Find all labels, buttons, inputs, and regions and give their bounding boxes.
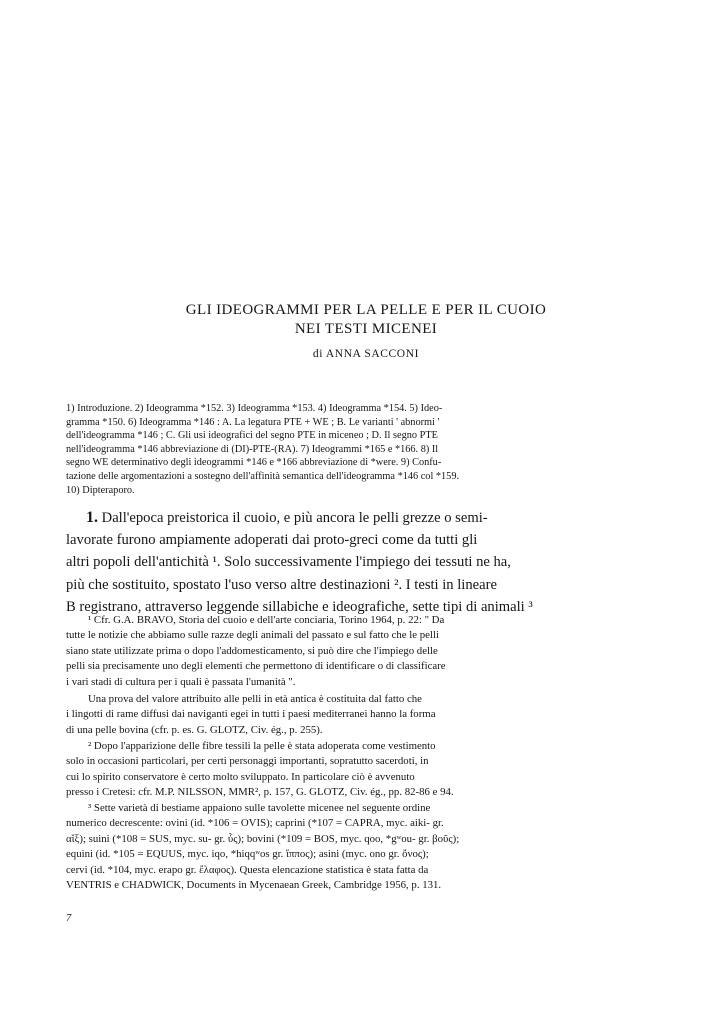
author-line: di ANNA SACCONI: [312, 348, 420, 360]
footnote-2: [66, 739, 666, 801]
footnote-line: i lingotti di rame diffusi dai naviganti egei in tutti i paesi mediterranei hanno la forma: [66, 708, 436, 721]
summary-line: gramma *150. 6) Ideogramma *146 : A. La legatura PTE + WE ; B. Le varianti ' abnormi ': [66, 416, 440, 428]
body-line: altri popoli dell'antichità ¹. Solo successivamente l'impiego dei tessuti ne ha,: [66, 554, 511, 571]
body-line: più che sostituito, spostato l'uso verso altre destinazioni ². I testi in lineare: [66, 576, 497, 593]
summary-line: segno WE determinativo degli ideogrammi *146 e *166 abbreviazione di *were. 9) Confu-: [66, 457, 442, 469]
footnote-line: ¹ Cfr. G.A. BRAVO, Storia del cuoio e dell'arte conciaria, Torino 1964, p. 22: " Da: [88, 614, 445, 626]
footnote-line: i vari stadi di cultura per i quali è passata l'umanità ".: [66, 675, 296, 688]
summary-line: tazione delle argomentazioni a sostegno dell'affinità semantica dell'ideogramma *146 col *159.: [66, 470, 460, 482]
summary-line: nell'ideogramma *146 abbreviazione di (DI)-PTE-(RA). 7) Ideogrammi *165 e *166. 8) Il: [66, 443, 439, 455]
footnote-line: ² Dopo l'apparizione delle fibre tessili la pelle è stata adoperata come vestimento: [88, 740, 436, 752]
section-number: 1.: [86, 509, 98, 526]
body-text: [66, 507, 666, 618]
summary-line: dell'ideogramma *146 ; C. Gli usi ideografici del segno PTE in miceneo ; D. Il segno PTE: [66, 430, 438, 442]
footnote-1-continued: [66, 692, 666, 738]
footnote-line: cervi (id. *104, myc. erapo gr. ἔλαφος). Questa elencazione statistica è stata fatta da: [66, 863, 429, 876]
body-line: Dall'epoca preistorica il cuoio, e più ancora le pelli grezze o semi-: [101, 510, 488, 526]
summary-line: 10) Dipteraporo.: [66, 484, 135, 496]
footnote-line: tutte le notizie che abbiamo sulle razze degli animali del passato e sul fatto che le pelli: [66, 629, 439, 642]
footnote-line: solo in occasioni particolari, per certi personaggi importanti, sopratutto sacerdoti, in: [66, 755, 429, 768]
footnote-line: αἴξ); suini (*108 = SUS, myc. su- gr. ὗς); bovini (*109 = BOS, myc. qoo, *gʷou- gr. βοῦς);: [66, 832, 460, 845]
summary-line: 1) Introduzione. 2) Ideogramma *152. 3) Ideogramma *153. 4) Ideogramma *154. 5) Ideo-: [66, 403, 443, 414]
body-line: B registrano, attraverso leggende sillabiche e ideografiche, sette tipi di animali ³: [66, 598, 533, 615]
footnote-3: [66, 801, 666, 893]
body-line: lavorate furono ampiamente adoperati dai proto-greci come da tutti gli: [66, 532, 478, 549]
footnote-line: di una pelle bovina (cfr. p. es. G. GLOTZ, Civ. ég., p. 255).: [66, 723, 323, 736]
footnote-line: equini (id. *105 = EQUUS, myc. iqo, *hiqqʷos gr. ἵππος); asini (myc. ono gr. ὄνος);: [66, 848, 429, 861]
title-line-1: GLI IDEOGRAMMI PER LA PELLE E PER IL CUOIO: [185, 302, 547, 318]
footnote-line: presso i Cretesi: cfr. M.P. NILSSON, MMR², p. 157, G. GLOTZ, Civ. ég., pp. 82-86 e 94.: [66, 786, 454, 799]
title-line-2: NEI TESTI MICENEI: [294, 321, 438, 337]
summary-block: [66, 402, 666, 497]
footnote-line: siano state utilizzate prima o dopo l'addomesticamento, si può dire che l'impiego delle: [66, 644, 438, 657]
paper-page: [66, 0, 666, 1024]
footnote-line: ³ Sette varietà di bestiame appaiono sulle tavolette micenee nel seguente ordine: [88, 802, 431, 814]
footnote-line: pelli sia precisamente uno degli elementi che permettono di identificare o di classificare: [66, 660, 446, 673]
footnote-1: [66, 613, 666, 690]
article-title: [66, 301, 666, 339]
footnote-line: VENTRIS e CHADWICK, Documents in Mycenaean Greek, Cambridge 1956, p. 131.: [66, 879, 442, 892]
footnote-line: numerico decrescente: ovini (id. *106 = OVIS); caprini (*107 = CAPRA, myc. aiki- gr.: [66, 817, 444, 830]
footnote-line: cui lo spirito conservatore è certo molto sviluppato. In particolare ciò è avvenuto: [66, 770, 415, 783]
page-number: 7: [66, 913, 72, 924]
footnote-line: Una prova del valore attribuito alle pelli in età antica è costituita dal fatto che: [88, 693, 422, 705]
